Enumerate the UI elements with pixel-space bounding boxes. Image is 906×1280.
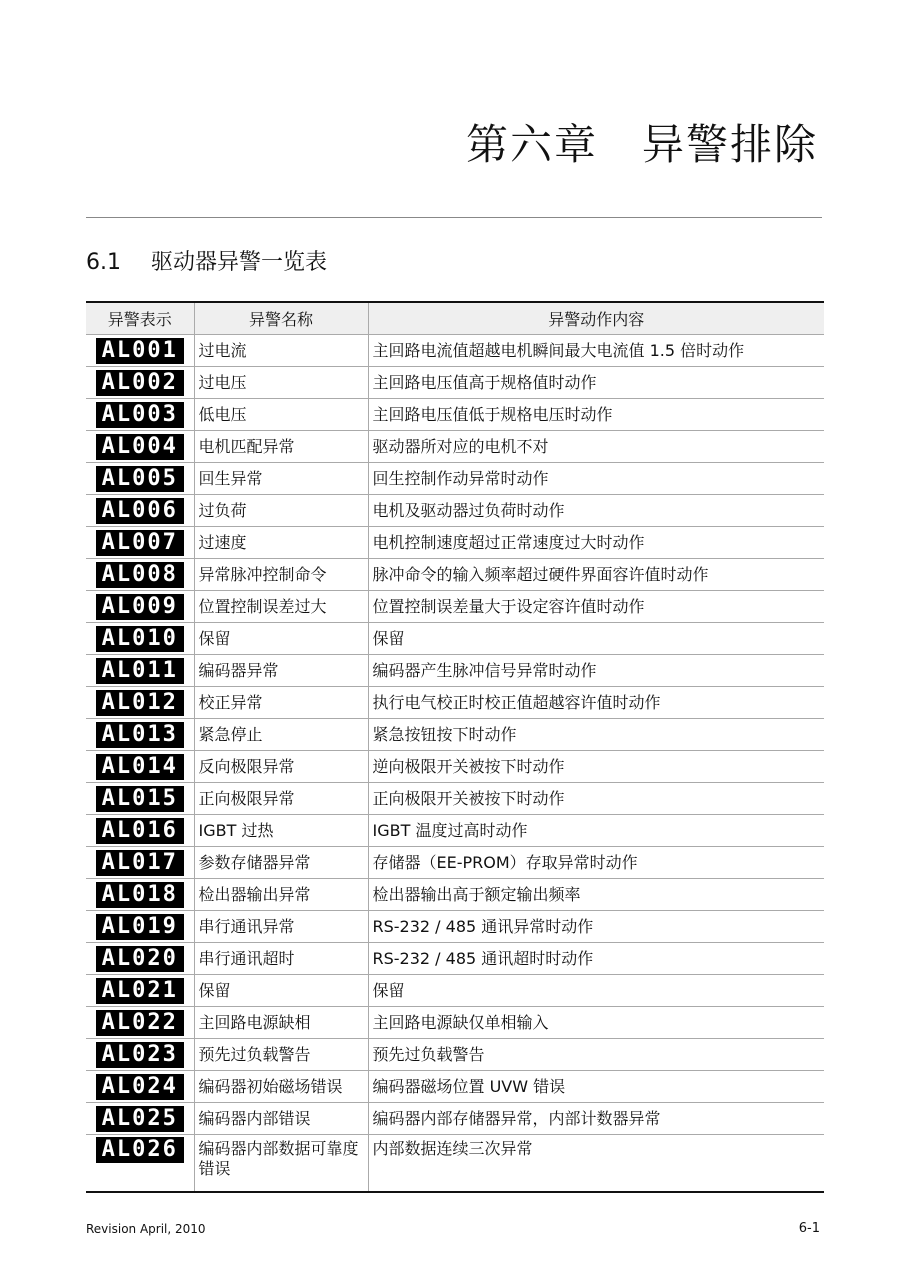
- alarm-name: 校正异常: [194, 687, 368, 719]
- alarm-code-cell: [86, 783, 194, 815]
- table-row: [86, 495, 824, 527]
- table-row: [86, 687, 824, 719]
- alarm-action: RS-232 / 485 通讯异常时动作: [368, 911, 824, 943]
- alarm-code-display: AL016: [96, 818, 184, 844]
- alarm-code-cell: [86, 815, 194, 847]
- alarm-action: 脉冲命令的输入频率超过硬件界面容许值时动作: [368, 559, 824, 591]
- alarm-code-display: AL012: [96, 690, 184, 716]
- alarm-code-display: AL017: [96, 850, 184, 876]
- alarm-code-cell: [86, 559, 194, 591]
- alarm-code-cell: [86, 367, 194, 399]
- alarm-name: 位置控制误差过大: [194, 591, 368, 623]
- alarm-table-body: [86, 335, 824, 1193]
- alarm-action: 主回路电压值高于规格值时动作: [368, 367, 824, 399]
- table-row: [86, 943, 824, 975]
- alarm-code-display: AL021: [96, 978, 184, 1004]
- footer-revision: Revision April, 2010: [86, 1222, 206, 1236]
- alarm-code-cell: [86, 463, 194, 495]
- alarm-name: 过负荷: [194, 495, 368, 527]
- footer-page-number: 6-1: [798, 1221, 820, 1236]
- table-row: [86, 847, 824, 879]
- table-row: [86, 879, 824, 911]
- alarm-action: 逆向极限开关被按下时动作: [368, 751, 824, 783]
- alarm-action: RS-232 / 485 通讯超时时动作: [368, 943, 824, 975]
- alarm-code-display: AL005: [96, 466, 184, 492]
- alarm-action: 主回路电源缺仅单相输入: [368, 1007, 824, 1039]
- table-row: [86, 431, 824, 463]
- alarm-code-display: AL011: [96, 658, 184, 684]
- table-row: [86, 367, 824, 399]
- alarm-code-cell: [86, 1135, 194, 1193]
- alarm-code-cell: [86, 719, 194, 751]
- table-row: [86, 623, 824, 655]
- alarm-code-display: AL008: [96, 562, 184, 588]
- divider: [86, 217, 822, 218]
- alarm-action: 存储器（EE-PROM）存取异常时动作: [368, 847, 824, 879]
- alarm-code-cell: [86, 527, 194, 559]
- alarm-name: 预先过负载警告: [194, 1039, 368, 1071]
- alarm-code-display: AL025: [96, 1106, 184, 1132]
- alarm-action: 主回路电压值低于规格电压时动作: [368, 399, 824, 431]
- table-row: [86, 751, 824, 783]
- alarm-code-cell: [86, 1007, 194, 1039]
- alarm-name: 过速度: [194, 527, 368, 559]
- alarm-action: 预先过负载警告: [368, 1039, 824, 1071]
- header-alarm-display: 异警表示: [86, 302, 194, 335]
- table-row: [86, 1007, 824, 1039]
- alarm-name: 编码器内部错误: [194, 1103, 368, 1135]
- alarm-action: 驱动器所对应的电机不对: [368, 431, 824, 463]
- alarm-name: 保留: [194, 623, 368, 655]
- alarm-name: 过电流: [194, 335, 368, 367]
- alarm-code-cell: [86, 1039, 194, 1071]
- alarm-action: 电机控制速度超过正常速度过大时动作: [368, 527, 824, 559]
- table-row: [86, 335, 824, 367]
- alarm-action: 主回路电流值超越电机瞬间最大电流值 1.5 倍时动作: [368, 335, 824, 367]
- alarm-action: 检出器输出高于额定输出频率: [368, 879, 824, 911]
- alarm-code-cell: [86, 655, 194, 687]
- alarm-name: 电机匹配异常: [194, 431, 368, 463]
- table-row: [86, 655, 824, 687]
- alarm-action: 回生控制作动异常时动作: [368, 463, 824, 495]
- alarm-code-display: AL022: [96, 1010, 184, 1036]
- alarm-code-cell: [86, 975, 194, 1007]
- alarm-code-cell: [86, 1071, 194, 1103]
- alarm-code-cell: [86, 591, 194, 623]
- alarm-name: 主回路电源缺相: [194, 1007, 368, 1039]
- alarm-action: 保留: [368, 975, 824, 1007]
- table-row: [86, 783, 824, 815]
- alarm-name: 正向极限异常: [194, 783, 368, 815]
- alarm-name: IGBT 过热: [194, 815, 368, 847]
- alarm-code-cell: [86, 847, 194, 879]
- alarm-action: 保留: [368, 623, 824, 655]
- table-row: [86, 527, 824, 559]
- alarm-name: 紧急停止: [194, 719, 368, 751]
- table-row: [86, 975, 824, 1007]
- alarm-action: 编码器内部存储器异常，内部计数器异常: [368, 1103, 824, 1135]
- alarm-name: 过电压: [194, 367, 368, 399]
- alarm-code-cell: [86, 911, 194, 943]
- alarm-action: 执行电气校正时校正值超越容许值时动作: [368, 687, 824, 719]
- section-heading: [86, 245, 327, 276]
- alarm-name: 参数存储器异常: [194, 847, 368, 879]
- alarm-code-display: AL001: [96, 338, 184, 364]
- alarm-code-display: AL013: [96, 722, 184, 748]
- chapter-title: 第六章 异警排除: [465, 120, 818, 169]
- alarm-code-display: AL004: [96, 434, 184, 460]
- table-row: [86, 719, 824, 751]
- alarm-code-cell: [86, 879, 194, 911]
- alarm-code-display: AL020: [96, 946, 184, 972]
- table-row: [86, 591, 824, 623]
- alarm-name: 串行通讯超时: [194, 943, 368, 975]
- alarm-name: 保留: [194, 975, 368, 1007]
- alarm-action: 紧急按钮按下时动作: [368, 719, 824, 751]
- table-row: [86, 815, 824, 847]
- alarm-code-cell: [86, 399, 194, 431]
- table-row: [86, 1135, 824, 1193]
- alarm-name: 编码器异常: [194, 655, 368, 687]
- alarm-code-cell: [86, 751, 194, 783]
- alarm-code-display: AL018: [96, 882, 184, 908]
- alarm-code-display: AL026: [96, 1137, 184, 1163]
- alarm-code-cell: [86, 335, 194, 367]
- alarm-action: 电机及驱动器过负荷时动作: [368, 495, 824, 527]
- table-row: [86, 1103, 824, 1135]
- alarm-name: 检出器输出异常: [194, 879, 368, 911]
- alarm-code-display: AL023: [96, 1042, 184, 1068]
- alarm-action: 编码器产生脉冲信号异常时动作: [368, 655, 824, 687]
- alarm-name: 串行通讯异常: [194, 911, 368, 943]
- table-row: [86, 559, 824, 591]
- alarm-code-cell: [86, 1103, 194, 1135]
- alarm-name: 编码器内部数据可靠度错误: [194, 1135, 368, 1193]
- table-row: [86, 911, 824, 943]
- alarm-code-display: AL019: [96, 914, 184, 940]
- alarm-table: [86, 301, 824, 1193]
- alarm-action: 正向极限开关被按下时动作: [368, 783, 824, 815]
- alarm-name: 反向极限异常: [194, 751, 368, 783]
- alarm-code-display: AL014: [96, 754, 184, 780]
- alarm-action: 内部数据连续三次异常: [368, 1135, 824, 1193]
- alarm-code-display: AL024: [96, 1074, 184, 1100]
- alarm-code-display: AL010: [96, 626, 184, 652]
- alarm-code-display: AL003: [96, 402, 184, 428]
- alarm-code-display: AL009: [96, 594, 184, 620]
- table-row: [86, 1039, 824, 1071]
- alarm-action: 位置控制误差量大于设定容许值时动作: [368, 591, 824, 623]
- alarm-name: 回生异常: [194, 463, 368, 495]
- alarm-action: 编码器磁场位置 UVW 错误: [368, 1071, 824, 1103]
- alarm-name: 编码器初始磁场错误: [194, 1071, 368, 1103]
- section-title: 驱动器异警一览表: [151, 250, 328, 275]
- header-alarm-name: 异警名称: [194, 302, 368, 335]
- section-number: 6.1: [86, 250, 121, 275]
- alarm-code-display: AL007: [96, 530, 184, 556]
- alarm-code-cell: [86, 623, 194, 655]
- alarm-code-display: AL002: [96, 370, 184, 396]
- alarm-code-cell: [86, 687, 194, 719]
- table-row: [86, 1071, 824, 1103]
- table-row: [86, 463, 824, 495]
- alarm-name: 异常脉冲控制命令: [194, 559, 368, 591]
- alarm-code-display: AL006: [96, 498, 184, 524]
- alarm-code-display: AL015: [96, 786, 184, 812]
- alarm-code-cell: [86, 495, 194, 527]
- alarm-code-cell: [86, 943, 194, 975]
- table-row: [86, 399, 824, 431]
- alarm-code-cell: [86, 431, 194, 463]
- alarm-name: 低电压: [194, 399, 368, 431]
- table-header-row: [86, 302, 824, 335]
- header-alarm-action: 异警动作内容: [368, 302, 824, 335]
- alarm-action: IGBT 温度过高时动作: [368, 815, 824, 847]
